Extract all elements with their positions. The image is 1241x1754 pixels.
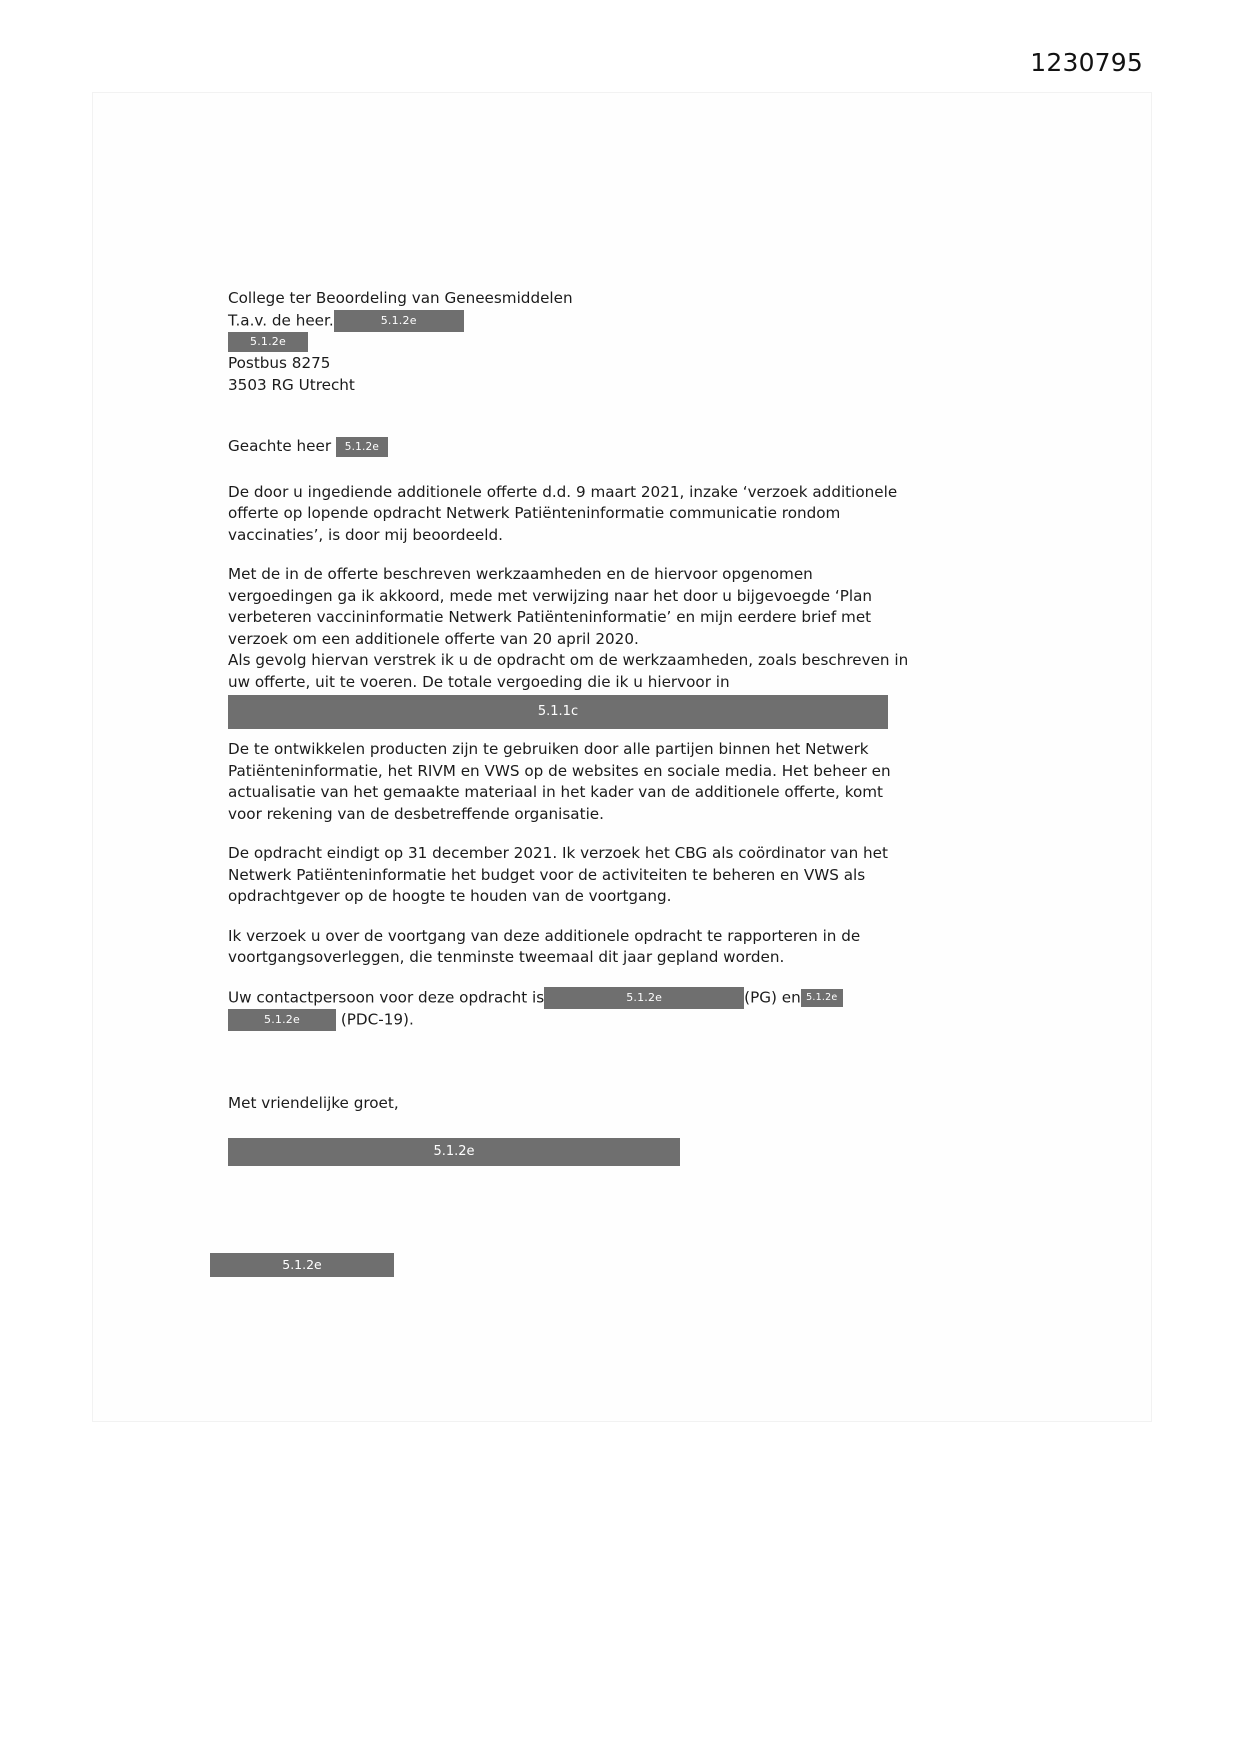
recipient-attention-line bbox=[228, 310, 918, 332]
contact-line bbox=[228, 987, 918, 1031]
recipient-organisation: College ter Beoordeling van Geneesmiddelen bbox=[228, 289, 573, 307]
recipient-city: 3503 RG Utrecht bbox=[228, 375, 355, 394]
redaction-signature: 5.1.2e bbox=[228, 1138, 680, 1166]
paragraph-3: Als gevolg hiervan verstrek ik u de opdracht om de werkzaamheden, zoals beschreven in uw offerte, uit te voeren. De totale vergoeding die ik u hiervoor in bbox=[228, 651, 909, 691]
spacer bbox=[228, 396, 918, 436]
spacer bbox=[228, 1031, 918, 1093]
recipient-address-block bbox=[228, 288, 918, 396]
document-number: 1230795 bbox=[1030, 48, 1143, 77]
redaction-footer: 5.1.2e bbox=[210, 1253, 394, 1277]
redaction-recipient-second: 5.1.2e bbox=[228, 332, 308, 352]
redaction-amount-block: 5.1.1c bbox=[228, 695, 888, 729]
recipient-second-line bbox=[228, 332, 918, 354]
spacer bbox=[228, 1114, 918, 1138]
redaction-contact-2: 5.1.2e bbox=[801, 989, 843, 1007]
contact-middle: (PG) en bbox=[744, 988, 801, 1006]
redaction-contact-1: 5.1.2e bbox=[544, 987, 744, 1009]
contact-suffix: (PDC-19). bbox=[340, 1010, 414, 1028]
recipient-po-box: Postbus 8275 bbox=[228, 354, 331, 372]
redaction-attention-name: 5.1.2e bbox=[334, 310, 464, 332]
salutation-text: Geachte heer bbox=[228, 437, 332, 455]
paragraph-6: Ik verzoek u over de voortgang van deze additionele opdracht te rapporteren in de voortgangsoverleggen, die tenminste tweemaal dit jaar gepland worden. bbox=[228, 926, 861, 966]
paragraph-5: De opdracht eindigt op 31 december 2021. Ik verzoek het CBG als coördinator van het Netwerk Patiënteninformatie het budget voor de activiteiten te beheren en VWS als opdrachtgever op de hoogte te houden van de voortgang. bbox=[228, 844, 888, 905]
paragraph-1: De door u ingediende additionele offerte d.d. 9 maart 2021, inzake ‘verzoek additionele offerte op lopende opdracht Netwerk Patiënteninformatie communicatie rondom vaccinaties’, is door mij beoordeeld. bbox=[228, 482, 898, 544]
letter-body bbox=[228, 288, 918, 1166]
closing-text: Met vriendelijke groet, bbox=[228, 1093, 399, 1112]
redaction-salutation-name: 5.1.2e bbox=[336, 437, 388, 457]
paragraph-4: De te ontwikkelen producten zijn te gebruiken door alle partijen binnen het Netwerk Patiënteninformatie, het RIVM en VWS op de websites en sociale media. Het beheer en actualisatie van het gemaakte materiaal in het kader van de additionele offerte, komt voor rekening van de desbetreffende organisatie. bbox=[228, 740, 891, 823]
paragraph-2: Met de in de offerte beschreven werkzaamheden en de hiervoor opgenomen vergoedingen ga ik akkoord, mede met verwijzing naar het door u bijgevoegde ‘Plan verbeteren vaccininformatie Netwerk Patiënteninformatie’ en mijn eerdere brief met verzoek om een additionele offerte van 20 april 2020. bbox=[228, 565, 873, 648]
spacer bbox=[228, 458, 918, 482]
contact-prefix: Uw contactpersoon voor deze opdracht is bbox=[228, 988, 545, 1006]
attention-prefix: T.a.v. de heer. bbox=[228, 311, 334, 329]
redaction-contact-3: 5.1.2e bbox=[228, 1009, 336, 1031]
salutation-line bbox=[228, 436, 918, 458]
